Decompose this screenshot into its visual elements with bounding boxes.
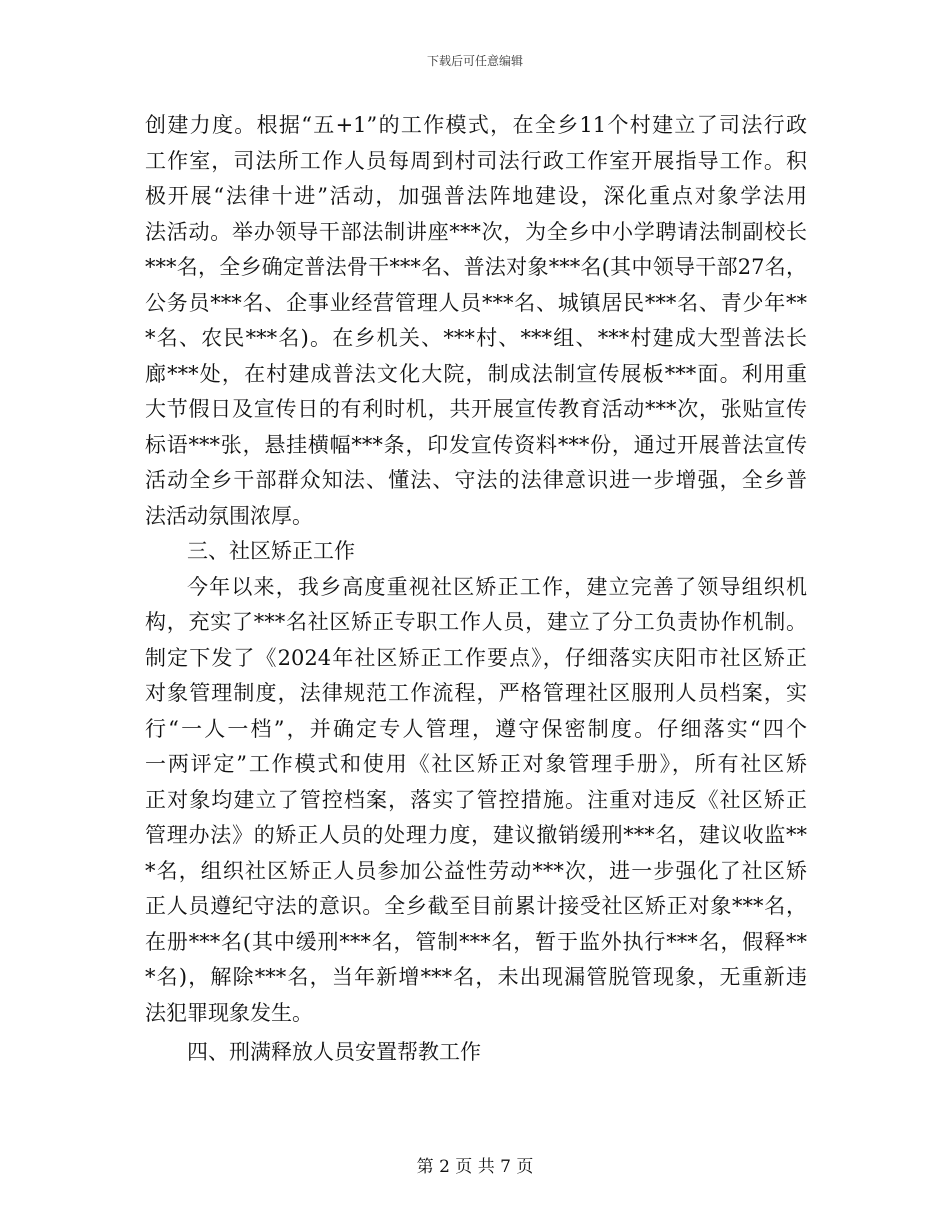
text-line: 制定下发了《2024年社区矫正工作要点》，仔细落实庆阳市社区矫正 [145,645,807,670]
text-line: 行“一人一档”，并确定专人管理，遵守保密制度。仔细落实“四个 [145,716,807,741]
text-line: 管理办法》的矫正人员的处理力度，建议撤销缓刑***名，建议收监** [145,823,807,847]
text-line: 廊***处，在村建成普法文化大院，制成法制宣传展板***面。利用重 [145,361,807,386]
text-line: 一两评定”工作模式和使用《社区矫正对象管理手册》，所有社区矫 [145,752,807,776]
text-line: ***名，全乡确定普法骨干***名、普法对象***名(其中领导干部27名， [145,255,807,279]
text-line: 工作室，司法所工作人员每周到村司法行政工作室开展指导工作。积 [145,148,807,173]
text-line: 极开展“法律十进”活动，加强普法阵地建设，深化重点对象学法用 [145,184,807,208]
text-line: 在册***名(其中缓刑***名，管制***名，暂于监外执行***名，假释** [145,929,807,954]
text-line: *名)，解除***名，当年新增***名，未出现漏管脱管现象，无重新违 [145,965,807,989]
text-line: 公务员***名、企事业经营管理人员***名、城镇居民***名、青少年** [145,290,807,315]
text-line: 构，充实了***名社区矫正专职工作人员，建立了分工负责协作机制。 [145,610,807,634]
text-line: *名、农民***名)。在乡机关、***村、***组、***村建成大型普法长 [145,326,807,350]
text-line: 大节假日及宣传日的有利时机，共开展宣传教育活动***次，张贴宣传 [145,397,807,421]
text-line: 今年以来，我乡高度重视社区矫正工作，建立完善了领导组织机 [187,574,807,599]
text-line: 对象管理制度，法律规范工作流程，严格管理社区服刑人员档案，实 [145,681,807,705]
section-heading: 三、社区矫正工作 [187,539,355,563]
document-body [145,108,807,1071]
text-line: 标语***张，悬挂横幅***条，印发宣传资料***份，通过开展普法宣传 [145,432,807,457]
text-line: 正对象均建立了管控档案，落实了管控措施。注重对违反《社区矫正 [145,787,807,812]
text-line: 法活动氛围浓厚。 [145,503,313,528]
page-header: 下载后可任意编辑 [426,54,523,68]
section-heading: 四、刑满释放人员安置帮教工作 [187,1040,481,1064]
text-line: 创建力度。根据“五+1”的工作模式，在全乡11个村建立了司法行政 [145,113,807,137]
text-line: 法活动。举办领导干部法制讲座***次，为全乡中小学聘请法制副校长 [145,219,807,244]
text-line: 法犯罪现象发生。 [145,1000,313,1025]
text-line: 活动全乡干部群众知法、懂法、守法的法律意识进一步增强，全乡普 [145,468,807,492]
page-number-footer: 第 2 页 共 7 页 [416,1157,534,1177]
text-line: *名，组织社区矫正人员参加公益性劳动***次，进一步强化了社区矫 [145,858,807,883]
text-line: 正人员遵纪守法的意识。全乡截至目前累计接受社区矫正对象***名， [145,894,807,918]
